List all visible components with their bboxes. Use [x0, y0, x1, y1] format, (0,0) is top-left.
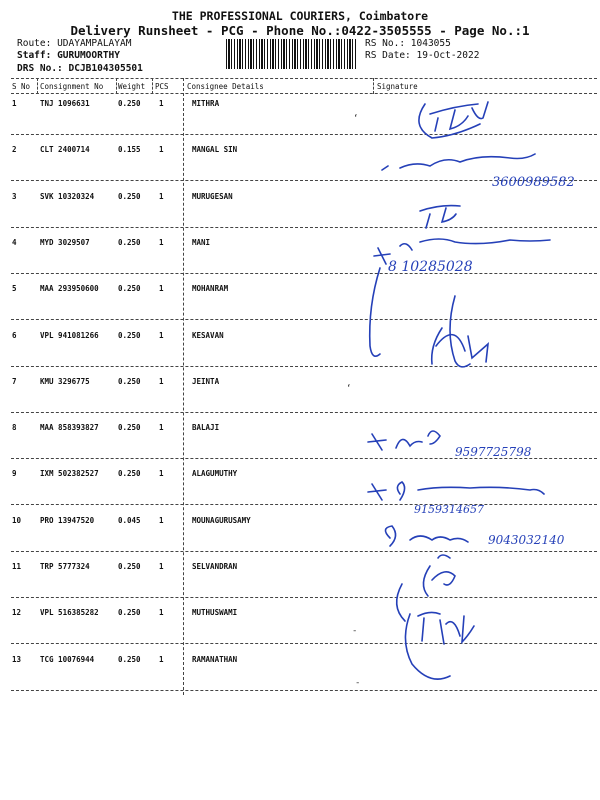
- col-divider: [152, 78, 153, 94]
- phone-row10: 9043032140: [488, 533, 565, 547]
- row-weight: 0.250: [118, 237, 141, 247]
- row-consignee: MOHANRAM: [192, 284, 229, 294]
- staff-label: Staff:: [17, 50, 52, 61]
- row-consignee: MURUGESAN: [192, 191, 233, 201]
- row-pcs: 1: [159, 608, 164, 618]
- row-pcs: 1: [159, 237, 164, 247]
- row-consignment-no: CLT 2400714: [40, 145, 90, 155]
- row-pcs: 1: [159, 376, 164, 386]
- signature-stroke: [423, 555, 455, 596]
- rs-date-label: RS Date:: [365, 50, 411, 61]
- row-sno: 9: [12, 469, 17, 479]
- row-weight: 0.250: [118, 469, 141, 479]
- row-sno: 3: [12, 191, 17, 201]
- row-consignee: ALAGUMUTHY: [192, 469, 238, 479]
- signature-stroke: [418, 612, 474, 644]
- row-consignment-no: MYD 3029507: [40, 237, 90, 247]
- header-rule: [11, 93, 597, 94]
- row-sno: 11: [12, 562, 22, 571]
- row-sno: 8: [12, 423, 17, 433]
- rs-date-value: 19-Oct-2022: [416, 50, 480, 61]
- signature-stroke: [368, 482, 544, 500]
- row-sno: 13: [12, 654, 22, 664]
- handwritten-phones: [388, 175, 575, 547]
- rs-date-line: [365, 50, 479, 61]
- row-sno: 2: [12, 145, 17, 155]
- dash-mark: -: [355, 678, 361, 688]
- row-consignee: MANGAL SIN: [192, 145, 238, 155]
- row-pcs: 1: [159, 423, 164, 433]
- phone-row8: 9597725798: [455, 445, 532, 459]
- company-title: THE PROFESSIONAL COURIERS, Coimbatore: [171, 9, 429, 23]
- row-consignment-no: PRO 13947520: [40, 515, 95, 525]
- row-consignment-no: MAA 293950600: [40, 284, 99, 294]
- col-consignment: Consignment No: [40, 82, 104, 91]
- row-consignee: MOUNAGURUSAMY: [192, 515, 251, 525]
- consignee-divider: [183, 78, 184, 695]
- table-top-rule: [11, 78, 597, 79]
- row-weight: 0.250: [118, 423, 141, 433]
- col-signature: Signature: [377, 82, 418, 91]
- runsheet-subtitle: Delivery Runsheet - PCG - Phone No.:0422-3505555 - Page No.:1: [70, 23, 530, 38]
- row-consignment-no: TCG 10076944: [40, 654, 95, 664]
- row-consignment-no: IXM 502382527: [40, 469, 99, 479]
- col-divider: [37, 78, 38, 94]
- drs-label: DRS No.:: [17, 63, 63, 74]
- row-weight: 0.250: [118, 284, 141, 294]
- handwritten-signatures: [360, 96, 590, 696]
- row-weight: 0.155: [118, 145, 141, 155]
- col-sno: S No: [12, 82, 31, 91]
- rs-no-value: 1043055: [410, 38, 451, 49]
- row-consignee: KESAVAN: [192, 330, 224, 340]
- row-sno: 5: [12, 284, 17, 294]
- staff-line: [17, 50, 120, 61]
- row-weight: 0.045: [118, 515, 141, 525]
- signature-stroke: [432, 328, 488, 364]
- row-pcs: 1: [159, 145, 164, 155]
- signature-stroke: [420, 206, 460, 228]
- drs-line: [17, 63, 143, 74]
- row-weight: 0.250: [118, 562, 141, 571]
- row-pcs: 1: [159, 654, 164, 664]
- staff-value: GURUMOORTHY: [57, 50, 120, 61]
- signature-stroke: [370, 268, 380, 356]
- signature-stroke: [430, 102, 488, 131]
- row-sno: 6: [12, 330, 17, 340]
- col-weight: Weight: [118, 82, 146, 91]
- col-divider: [373, 78, 374, 94]
- rs-no-line: [365, 38, 451, 49]
- row-consignee: MANI: [192, 237, 211, 247]
- phone-row4: 8 10285028: [388, 259, 473, 275]
- signature-stroke: [450, 296, 470, 367]
- row-sno: 1: [12, 99, 17, 108]
- drs-value: DCJB104305501: [68, 63, 143, 74]
- route-label: Route:: [17, 38, 52, 49]
- row-weight: 0.250: [118, 191, 141, 201]
- row-pcs: 1: [159, 191, 164, 201]
- row-weight: 0.250: [118, 654, 141, 664]
- row-consignment-no: VPL 941081266: [40, 330, 99, 340]
- row-pcs: 1: [159, 515, 164, 525]
- phone-row2: 3600989582: [492, 175, 575, 190]
- route-value: UDAYAMPALAYAM: [57, 38, 132, 49]
- row-pcs: 1: [159, 562, 164, 571]
- row-consignee: BALAJI: [192, 423, 220, 433]
- route-line: [17, 38, 131, 49]
- col-consignee: Consignee Details: [187, 82, 264, 91]
- col-pcs: PCS: [155, 82, 169, 91]
- row-consignment-no: TRP 5777324: [40, 562, 90, 571]
- row-consignment-no: TNJ 1096631: [40, 99, 90, 108]
- phone-row9: 9159314657: [414, 503, 484, 516]
- signature-stroke: [368, 431, 440, 450]
- row-weight: 0.250: [118, 376, 141, 386]
- row-pcs: 1: [159, 284, 164, 294]
- row-consignment-no: SVK 10320324: [40, 191, 95, 201]
- row-weight: 0.250: [118, 330, 141, 340]
- col-divider: [116, 78, 117, 94]
- barcode: [226, 39, 356, 69]
- row-consignee: SELVANDRAN: [192, 562, 238, 571]
- row-sno: 10: [12, 515, 22, 525]
- row-sno: 4: [12, 237, 17, 247]
- row-consignee: MITHRA: [192, 99, 220, 108]
- signature-stroke: [385, 526, 468, 546]
- row-pcs: 1: [159, 469, 164, 479]
- row-consignee: RAMANATHAN: [192, 654, 238, 664]
- row-consignee: MUTHUSWAMI: [192, 608, 238, 618]
- dash-mark: -: [352, 626, 358, 636]
- row-consignment-no: KMU 3296775: [40, 376, 90, 386]
- row-consignee: JEINTA: [192, 376, 220, 386]
- row-sno: 7: [12, 376, 17, 386]
- row-weight: 0.250: [118, 99, 141, 108]
- row-pcs: 1: [159, 99, 164, 108]
- signature-stroke: [397, 584, 405, 621]
- row-consignment-no: MAA 858393827: [40, 423, 99, 433]
- row-weight: 0.250: [118, 608, 141, 618]
- tick-mark: ‘: [353, 114, 359, 124]
- signature-stroke: [382, 154, 535, 170]
- signature-stroke: [405, 614, 450, 679]
- tick-mark: ‘: [346, 384, 352, 394]
- row-pcs: 1: [159, 330, 164, 340]
- rs-no-label: RS No.:: [365, 38, 406, 49]
- row-sno: 12: [12, 608, 22, 618]
- row-consignment-no: VPL 516385282: [40, 608, 99, 618]
